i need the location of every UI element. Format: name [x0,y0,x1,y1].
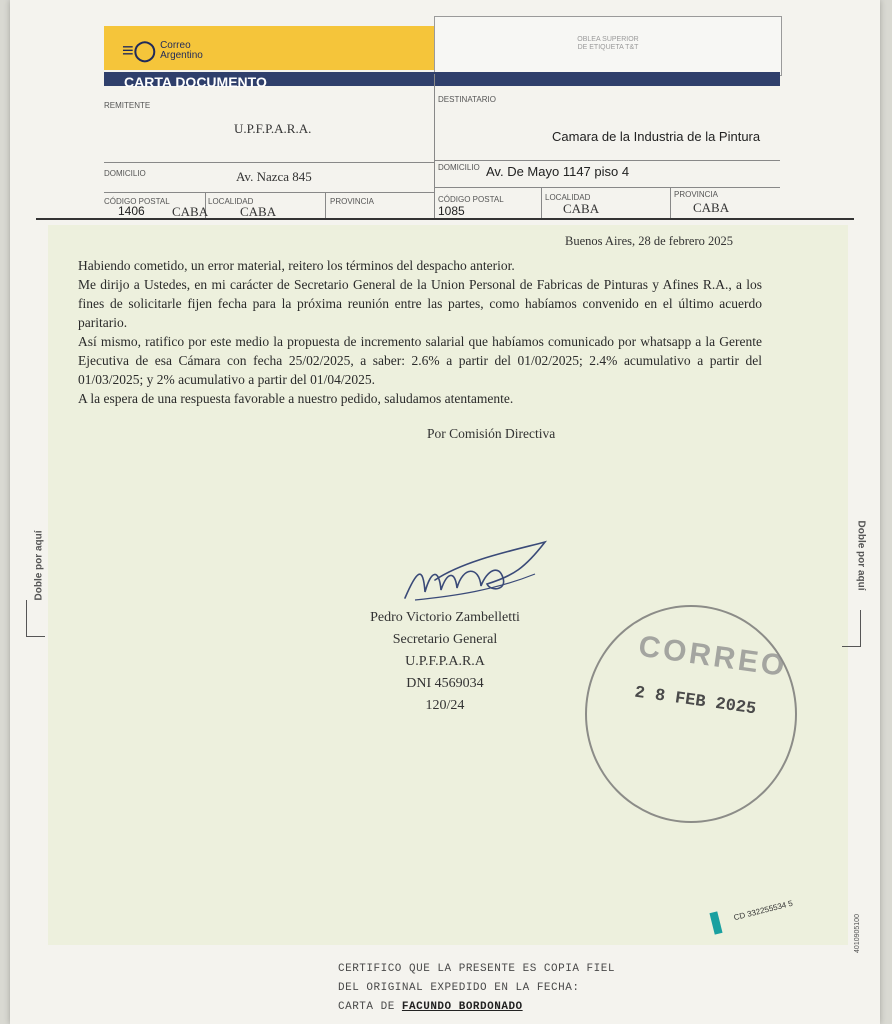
fold-label-left: Doble por aquí [33,530,45,601]
certification-line-2: DEL ORIGINAL EXPEDIDO EN LA FECHA: [338,982,580,994]
certification-stamp [338,960,658,1017]
cd-code: CD 332255534 5 [732,898,794,923]
header-bottom-rule [36,218,854,220]
correo-logo-icon: ≡◯ [122,40,157,62]
remitente-provincia-label: PROVINCIA [330,197,375,206]
destinatario-cp-label: CÓDIGO POSTAL [438,195,504,204]
oblea-line-2: DE ETIQUETA T&T [577,44,639,51]
remitente-name: U.P.F.P.A.R.A. [234,121,312,136]
signer-name: Pedro Victorio Zambelletti [370,610,520,625]
letter-paragraph-4: A la espera de una respuesta favorable a nuestro pedido, saludamos atentamente. [78,391,514,406]
remitente-label: REMITENTE [104,101,151,110]
certification-line-3 [338,998,658,1017]
oblea-line-1: OBLEA SUPERIOR [577,36,639,43]
destinatario-name: Camara de la Industria de la Pintura [552,129,761,144]
remitente-localidad-cp-side: CABA [172,204,209,219]
brand-line-1: Correo [160,39,191,51]
remitente-cp: 1406 [118,204,145,218]
remitente-divider-2 [104,192,434,193]
destinatario-localidad-label: LOCALIDAD [545,193,591,202]
certification-prefix: CARTA DE [338,1001,395,1013]
destinatario-domicilio-label: DOMICILIO [438,163,480,172]
letter-body [78,256,762,408]
letter-closing: Por Comisión Directiva [427,426,556,441]
destinatario-divider-2 [434,187,780,188]
destinatario-cp: 1085 [438,204,465,218]
remitente-localidad: CABA [240,204,277,219]
fold-label-right: Doble por aquí [855,520,867,591]
destinatario-prov-divider [670,187,671,218]
correo-argentino-logo [122,38,203,63]
destinatario-cp-divider [541,187,542,218]
fold-mark-right [842,610,861,647]
destinatario-provincia-label: PROVINCIA [674,190,719,199]
letter-paragraph-3: Así mismo, ratifico por este medio la propuesta de incremento salarial que habíamos comunicado por whatsapp a la Gerente Ejecutiva de esa Cámara con fecha 25/02/2025, a saber: 2.6% a partir del 01/02/2025; 2.4% acumulativo a partir del 01/03/2025; y 2% acumulativo a partir del 01/04/2025. [78,334,762,387]
remitente-localidad-label: LOCALIDAD [208,197,254,206]
remitente-domicilio-label: DOMICILIO [104,169,146,178]
handwritten-signature [395,530,555,610]
brand-line-2: Argentino [160,49,203,61]
letter-paragraph-1: Habiendo cometido, un error material, reitero los términos del despacho anterior. [78,258,515,273]
doc-type-title: CARTA DOCUMENTO [124,74,267,90]
signer-title: Secretario General [392,632,498,647]
oblea-label [568,36,648,52]
destinatario-provincia: CABA [693,200,730,215]
signer-org: U.P.F.P.A.R.A [405,654,485,669]
brand-text [160,41,203,61]
signature-block [345,607,545,717]
postal-stamp-date: 2 8 FEB 2025 [633,683,758,720]
remitente-domicilio: Av. Nazca 845 [236,169,312,184]
signer-number: 120/24 [425,698,465,713]
destinatario-domicilio: Av. De Mayo 1147 piso 4 [486,164,630,179]
certification-line-1: CERTIFICO QUE LA PRESENTE ES COPIA FIEL [338,963,615,975]
destinatario-divider-1 [434,160,780,161]
letter-paragraph-2: Me dirijo a Ustedes, en mi carácter de Secretario General de la Union Personal de Fabricas de Pinturas y Afines R.A., a los fines de solicitarle fijen fecha para la próxima reunión entre las partes, como habíamos convenido en el último acuerdo paritario. [78,277,762,330]
postal-stamp-word: CORREO [636,629,790,684]
certification-name: FACUNDO BORDONADO [401,1001,523,1013]
letter-date: Buenos Aires, 28 de febrero 2025 [565,234,734,248]
remitente-divider-1 [104,162,434,163]
remitente-cp-label: CÓDIGO POSTAL [104,197,170,206]
signer-dni: DNI 4569034 [406,676,484,691]
destinatario-localidad: CABA [563,201,600,216]
side-code: 4010905100 [853,914,861,953]
remitente-prov-divider [325,192,326,218]
destinatario-label: DESTINATARIO [438,95,496,104]
center-divider [434,74,435,220]
fold-mark-left [26,600,45,637]
